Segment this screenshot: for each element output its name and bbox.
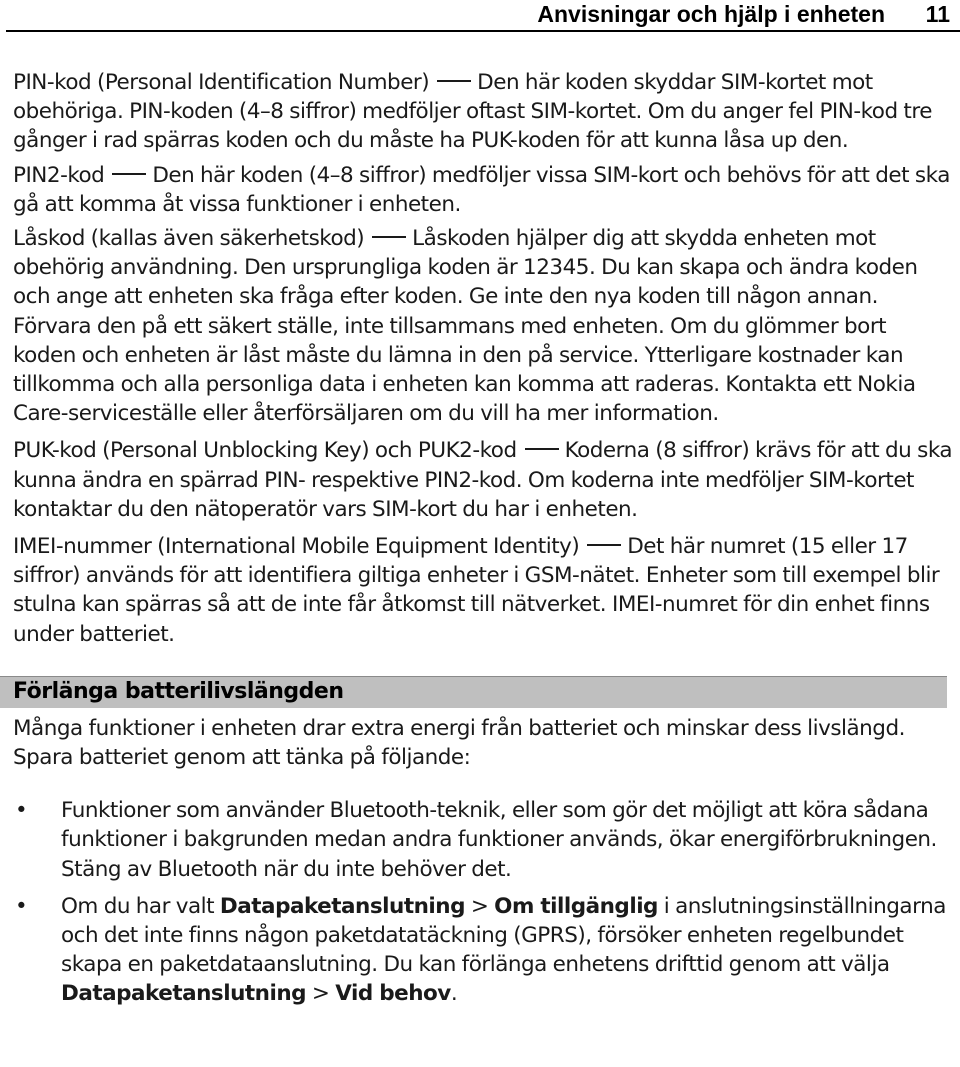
- pin2-code-text: Den här koden (4–8 siffror) medföljer vissa SIM-kort och behövs för att det ska gå att komma åt vissa funktioner i enheten.: [13, 162, 950, 217]
- list-item-text-end: .: [450, 981, 458, 1007]
- menu-option-om-tillganglig: Om tillgänglig: [494, 893, 658, 919]
- bullet-icon: •: [15, 798, 28, 824]
- imei-text: Det här numret (15 eller 17 siffror) används för att identifiera giltiga enheter i GSM-nätet. Enheter som till exempel blir stulna kan spärras så att de inte får åtkomst till nätverket. IMEI-numret för din enhet finns under batteriet.: [13, 534, 940, 647]
- pin2-code-term: PIN2-kod: [13, 162, 105, 188]
- em-dash: [525, 448, 559, 450]
- list-item-text-mid: i anslutningsinställningarna och det inte finns någon paketdatatäckning (GPRS), försöker enheten regelbundet skapa en paketdataanslutning. Du kan förlänga enhetens drifttid genom att välja: [61, 893, 946, 978]
- section-heading-bar: [0, 676, 947, 708]
- puk-code-paragraph: [13, 436, 953, 524]
- em-dash: [587, 544, 621, 546]
- pin-code-text: Den här koden skyddar SIM-kortet mot obehöriga. PIN-koden (4–8 siffror) medföljer oftast SIM-kortet. Om du anger fel PIN-kod tre gånger i rad spärras koden och du måste ha PUK-koden för att kunna låsa up den.: [13, 70, 932, 154]
- chapter-title: Anvisningar och hjälp i enheten: [537, 1, 885, 27]
- menu-separator: >: [306, 981, 336, 1007]
- section-intro: Många funktioner i enheten drar extra energi från batteriet och minskar dess livslängd. Spara batteriet genom att tänka på följande:: [13, 715, 905, 771]
- list-item-text: Funktioner som använder Bluetooth-teknik, eller som gör det möjligt att köra sådana funktioner i bakgrunden medan andra funktioner används, ökar energiförbrukningen. Stäng av Bluetooth när du inte behöver det.: [61, 798, 937, 882]
- bullet-icon: •: [15, 893, 28, 919]
- lock-code-text: Låskoden hjälper dig att skydda enheten mot obehörig användning. Den ursprungliga koden är 12345. Du kan skapa och ändra koden och ange att enheten ska fråga efter koden. Ge inte den nya koden till någon annan. Förvara den på ett säkert ställe, inte tillsammans med enheten. Om du glömmer bort koden och enheten är låst måste du lämna in den på service. Ytterligare kostnader kan tillkomma och alla personliga data i enheten kan komma att raderas. Kontakta ett Nokia Care-serviceställe eller återförsäljaren om du vill ha mer information.: [13, 226, 918, 427]
- list-item: [13, 892, 953, 1009]
- page-header: [0, 0, 960, 34]
- em-dash: [372, 236, 406, 238]
- imei-term: IMEI-nummer (International Mobile Equipment Identity): [13, 534, 580, 560]
- puk-code-text: Koderna (8 siffror) krävs för att du ska kunna ändra en spärrad PIN- respektive PIN2-kod. Om koderna inte medföljer SIM-kortet kontaktar du den nätoperatör vars SIM-kort du har i enheten.: [13, 438, 953, 522]
- list-item-text-pre: Om du har valt: [61, 893, 220, 919]
- list-item: [13, 796, 953, 884]
- menu-option-datapaketanslutning-2: Datapaketanslutning: [61, 981, 307, 1007]
- page-content: [13, 68, 953, 1017]
- header-rule: [6, 30, 960, 32]
- menu-option-vid-behov: Vid behov: [335, 981, 451, 1007]
- puk-code-term: PUK-kod (Personal Unblocking Key) och PUK2-kod: [13, 438, 517, 464]
- em-dash: [112, 173, 146, 175]
- pin-code-term: PIN-kod (Personal Identification Number): [13, 70, 430, 95]
- imei-paragraph: [13, 532, 953, 649]
- menu-separator: >: [464, 893, 495, 919]
- pin2-code-paragraph: [13, 161, 953, 219]
- em-dash: [437, 80, 471, 82]
- tips-list: [13, 796, 953, 1008]
- lock-code-paragraph: [13, 224, 953, 428]
- menu-option-datapaketanslutning: Datapaketanslutning: [219, 893, 465, 919]
- section-title: Förlänga batterilivslängden: [13, 678, 344, 704]
- pin-code-paragraph: [13, 68, 953, 156]
- lock-code-term: Låskod (kallas även säkerhetskod): [13, 226, 365, 252]
- page-number: 11: [925, 1, 950, 27]
